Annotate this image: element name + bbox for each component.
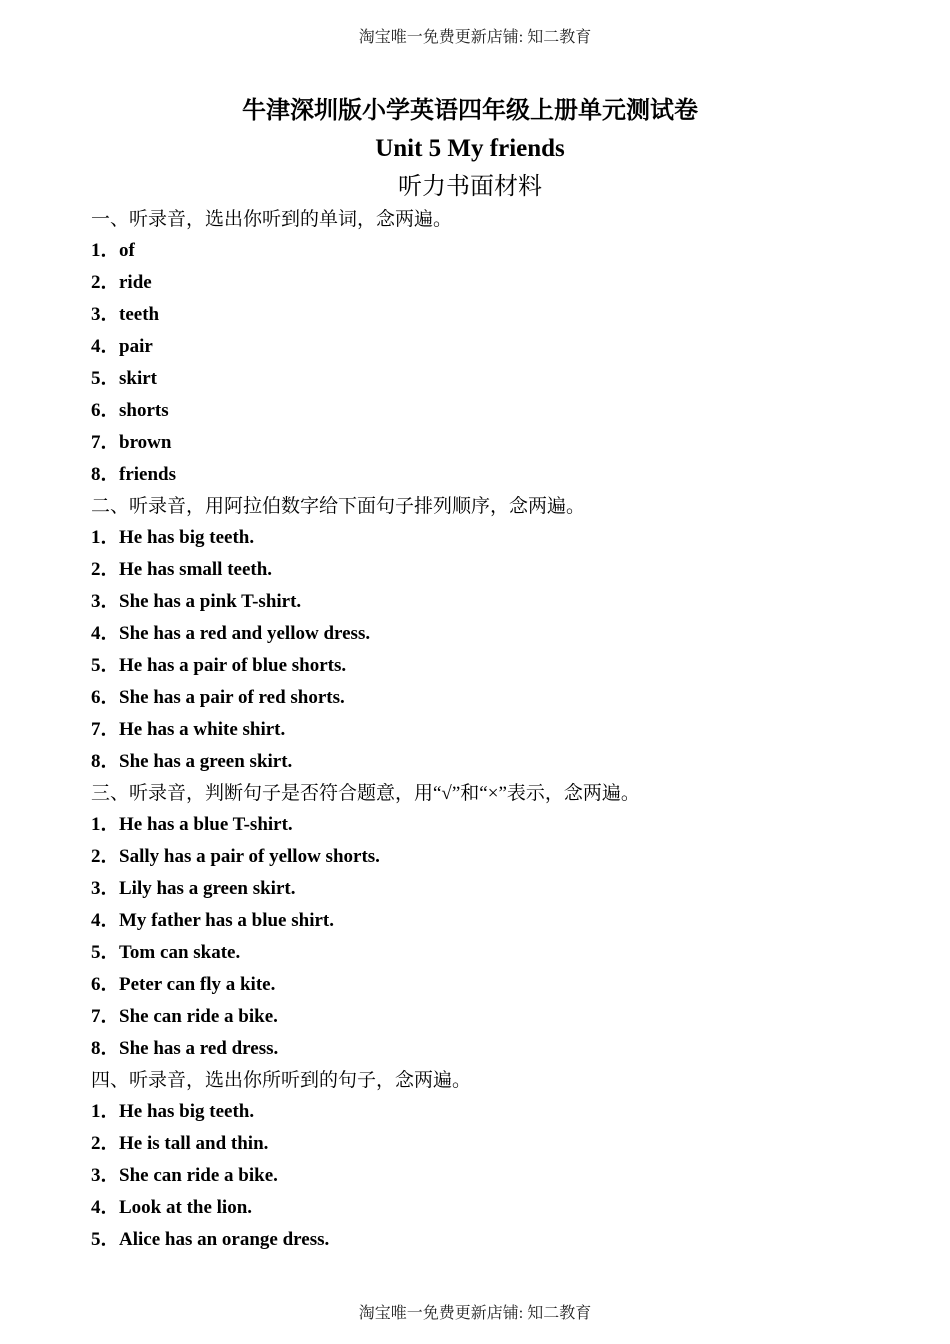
item-text: He has small teeth.: [119, 559, 273, 580]
item-text: Peter can fly a kite.: [119, 974, 276, 995]
item-text: Look at the lion.: [119, 1197, 253, 1218]
list-item: [91, 554, 891, 586]
list-item: [91, 618, 891, 650]
item-number: 7．: [91, 432, 120, 453]
item-number: 8．: [91, 464, 120, 485]
item-number: 7．: [91, 1006, 120, 1027]
page-footer: 淘宝唯一免费更新店铺: 知二教育: [358, 1305, 592, 1322]
list-item: [91, 363, 891, 395]
item-text: ride: [119, 272, 152, 293]
item-number: 8．: [91, 1038, 120, 1059]
document-subtitle: 听力书面材料: [398, 174, 542, 200]
item-number: 5．: [91, 655, 120, 676]
item-text: Sally has a pair of yellow shorts.: [119, 846, 380, 867]
section-title: 一、听录音，选出你听到的单词，念两遍。: [91, 209, 453, 230]
item-text: She has a red dress.: [119, 1038, 279, 1059]
item-number: 1．: [91, 1101, 120, 1122]
item-number: 1．: [91, 814, 120, 835]
item-text: He has big teeth.: [119, 527, 255, 548]
item-number: 2．: [91, 846, 120, 867]
item-text: Alice has an orange dress.: [119, 1229, 330, 1250]
item-text: She can ride a bike.: [119, 1006, 278, 1027]
item-number: 7．: [91, 719, 120, 740]
item-number: 6．: [91, 687, 120, 708]
list-item: [91, 809, 891, 841]
item-number: 5．: [91, 1229, 120, 1250]
item-number: 5．: [91, 942, 120, 963]
document-title: 牛津深圳版小学英语四年级上册单元测试卷: [242, 98, 698, 124]
item-number: 3．: [91, 304, 120, 325]
item-text: shorts: [119, 400, 169, 421]
item-number: 3．: [91, 1165, 120, 1186]
list-item: [91, 235, 891, 267]
item-number: 6．: [91, 400, 120, 421]
item-number: 2．: [91, 272, 120, 293]
item-text: My father has a blue shirt.: [119, 910, 334, 931]
item-number: 6．: [91, 974, 120, 995]
list-item: [91, 1033, 891, 1065]
list-item: [91, 650, 891, 682]
item-text: of: [119, 240, 135, 261]
item-number: 4．: [91, 1197, 120, 1218]
item-text: Tom can skate.: [119, 942, 241, 963]
item-text: friends: [119, 464, 176, 485]
title-block: [0, 92, 950, 206]
list-item: [91, 1192, 891, 1224]
page-header: 淘宝唯一免费更新店铺: 知二教育: [358, 29, 592, 46]
list-item: [91, 586, 891, 618]
list-item: [91, 937, 891, 969]
item-text: She can ride a bike.: [119, 1165, 278, 1186]
item-number: 2．: [91, 1133, 120, 1154]
section-title: 二、听录音，用阿拉伯数字给下面句子排列顺序，念两遍。: [91, 496, 586, 517]
list-item: [91, 905, 891, 937]
item-number: 5．: [91, 368, 120, 389]
item-number: 3．: [91, 878, 120, 899]
list-item: [91, 299, 891, 331]
list-item: [91, 1001, 891, 1033]
item-number: 4．: [91, 336, 120, 357]
item-text: teeth: [119, 304, 160, 325]
item-text: She has a green skirt.: [119, 751, 293, 772]
list-item: [91, 969, 891, 1001]
item-text: She has a red and yellow dress.: [119, 623, 371, 644]
list-item: [91, 267, 891, 299]
item-number: 4．: [91, 623, 120, 644]
section-title: 四、听录音，选出你所听到的句子，念两遍。: [91, 1070, 472, 1091]
item-number: 3．: [91, 591, 120, 612]
item-text: He has big teeth.: [119, 1101, 255, 1122]
listening-content: [91, 204, 891, 1256]
list-item: [91, 395, 891, 427]
list-item: [91, 1128, 891, 1160]
list-item: [91, 459, 891, 491]
item-text: brown: [119, 432, 172, 453]
list-item: [91, 873, 891, 905]
section-title: 三、听录音，判断句子是否符合题意，用“√”和“×”表示，念两遍。: [91, 783, 640, 804]
list-item: [91, 714, 891, 746]
list-item: [91, 427, 891, 459]
list-item: [91, 746, 891, 778]
item-number: 1．: [91, 527, 120, 548]
list-item: [91, 1224, 891, 1256]
list-item: [91, 522, 891, 554]
item-text: Lily has a green skirt.: [119, 878, 296, 899]
item-number: 1．: [91, 240, 120, 261]
unit-title: Unit 5 My friends: [375, 135, 565, 162]
item-number: 2．: [91, 559, 120, 580]
item-text: skirt: [119, 368, 157, 389]
list-item: [91, 331, 891, 363]
item-number: 4．: [91, 910, 120, 931]
list-item: [91, 1160, 891, 1192]
list-item: [91, 841, 891, 873]
item-text: She has a pink T-shirt.: [119, 591, 302, 612]
item-text: He has a white shirt.: [119, 719, 286, 740]
list-item: [91, 682, 891, 714]
item-text: pair: [119, 336, 153, 357]
item-text: He has a blue T-shirt.: [119, 814, 293, 835]
item-text: She has a pair of red shorts.: [119, 687, 345, 708]
item-text: He is tall and thin.: [119, 1133, 269, 1154]
item-number: 8．: [91, 751, 120, 772]
list-item: [91, 1096, 891, 1128]
item-text: He has a pair of blue shorts.: [119, 655, 347, 676]
